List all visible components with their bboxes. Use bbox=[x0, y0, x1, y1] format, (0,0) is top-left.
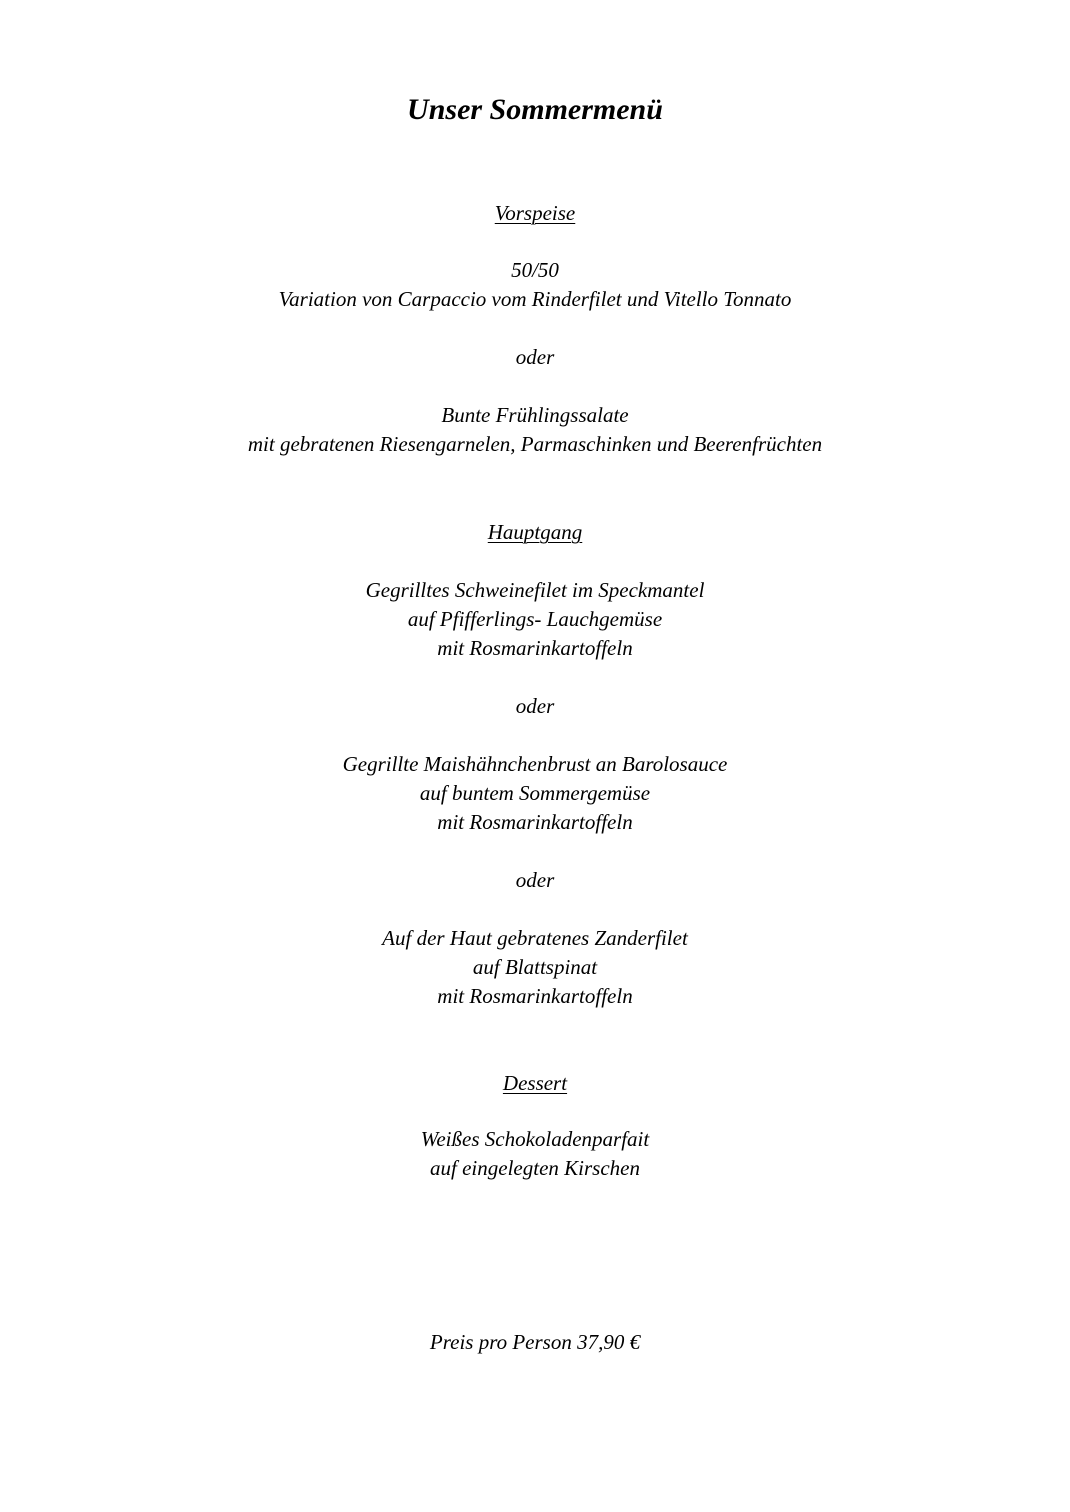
main-option-2-line-1: Gegrillte Maishähnchenbrust an Barolosauce bbox=[342, 752, 728, 776]
main-option-3-line-3: mit Rosmarinkartoffeln bbox=[437, 984, 633, 1008]
main-option-3-line-1: Auf der Haut gebratenes Zanderfilet bbox=[382, 926, 688, 950]
price-per-person: Preis pro Person 37,90 € bbox=[429, 1330, 641, 1354]
section-heading-dessert: Dessert bbox=[502, 1071, 568, 1095]
main-separator-2: oder bbox=[515, 868, 555, 892]
main-option-1-line-1: Gegrilltes Schweinefilet im Speckmantel bbox=[365, 578, 705, 602]
starter-separator: oder bbox=[515, 345, 555, 369]
main-option-3-line-2: auf Blattspinat bbox=[472, 955, 598, 979]
dessert-option-1-line-2: auf eingelegten Kirschen bbox=[430, 1156, 640, 1180]
main-option-2-line-2: auf buntem Sommergemüse bbox=[419, 781, 651, 805]
page-title: Unser Sommermenü bbox=[407, 93, 663, 126]
starter-option-2-line-2: mit gebratenen Riesengarnelen, Parmaschinken und Beerenfrüchten bbox=[247, 432, 823, 456]
main-separator-1: oder bbox=[515, 694, 555, 718]
starter-option-2-line-1: Bunte Frühlingssalate bbox=[441, 403, 629, 427]
section-heading-main: Hauptgang bbox=[487, 520, 583, 544]
main-option-1-line-3: mit Rosmarinkartoffeln bbox=[437, 636, 633, 660]
starter-option-1-line-2: Variation von Carpaccio vom Rinderfilet und Vitello Tonnato bbox=[278, 287, 792, 311]
section-heading-starter: Vorspeise bbox=[494, 201, 576, 225]
main-option-2-line-3: mit Rosmarinkartoffeln bbox=[437, 810, 633, 834]
dessert-option-1-line-1: Weißes Schokoladenparfait bbox=[420, 1127, 650, 1151]
main-option-1-line-2: auf Pfifferlings- Lauchgemüse bbox=[407, 607, 663, 631]
starter-option-1-line-1: 50/50 bbox=[511, 258, 559, 282]
